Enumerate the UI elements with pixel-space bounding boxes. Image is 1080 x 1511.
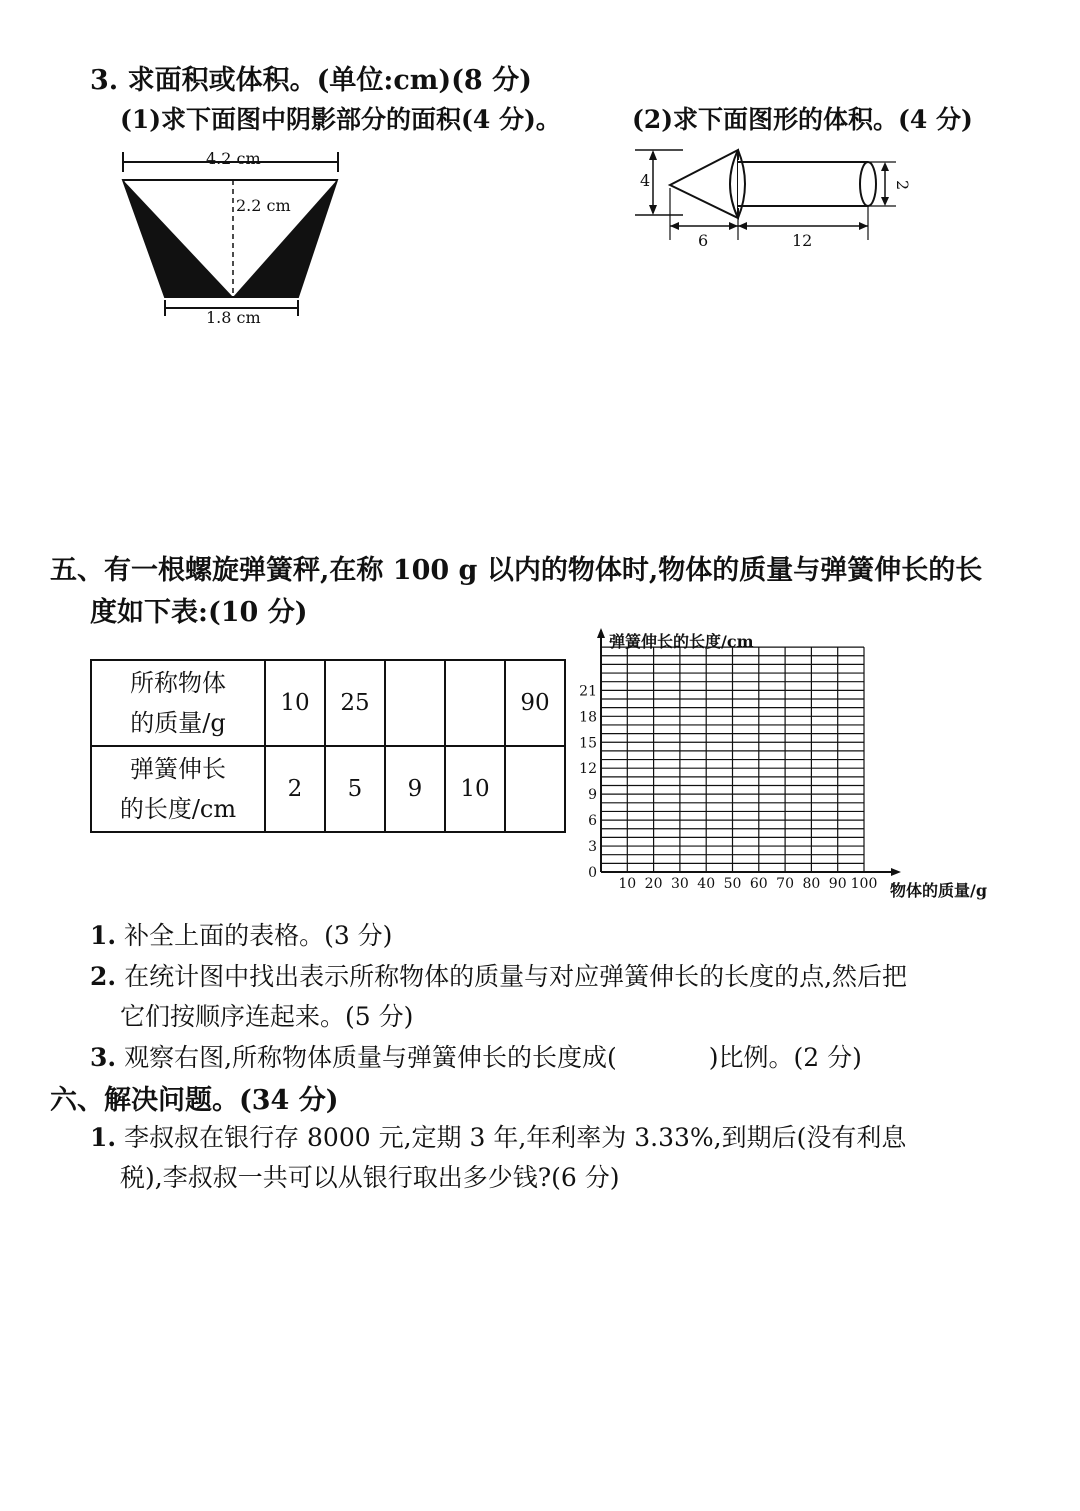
- q5-item2-line2: 它们按顺序连起来。(5 分): [120, 1002, 414, 1031]
- y-tick-labels: [579, 683, 597, 881]
- row2-header-line1: 弹簧伸长: [130, 755, 226, 783]
- row2-header: [91, 746, 265, 832]
- bottom-width-label: 1.8 cm: [206, 308, 261, 327]
- q3-sub1: (1)求下面图中阴影部分的面积(4 分)。: [120, 105, 561, 134]
- q5-item3: [90, 1038, 862, 1074]
- x-tick-label: 80: [802, 876, 821, 892]
- x-tick-label: 20: [644, 876, 663, 892]
- table-row: [91, 746, 565, 832]
- q6-item1-line2: 税),李叔叔一共可以从银行取出多少钱?(6 分): [120, 1163, 620, 1192]
- q3-title: [90, 58, 532, 97]
- table-cell: 9: [385, 746, 445, 832]
- height-4-label: 4: [640, 171, 651, 190]
- table-cell: 90: [505, 660, 565, 746]
- q5-item1: [90, 916, 392, 952]
- x-tick-label: 100: [850, 876, 878, 892]
- trapezoid-figure: [110, 140, 360, 330]
- table-cell-blank[interactable]: [445, 660, 505, 746]
- solid-figure: [628, 140, 918, 255]
- x-tick-label: 40: [697, 876, 716, 892]
- q5-item2-text: 在统计图中找出表示所称物体的质量与对应弹簧伸长的长度的点,然后把: [124, 962, 908, 991]
- q6-item1: [90, 1118, 906, 1154]
- height-label: 2.2 cm: [236, 196, 291, 215]
- x-tick-label: 70: [776, 876, 795, 892]
- y-tick-label: 12: [579, 761, 597, 778]
- x-tick-label: 60: [749, 876, 768, 892]
- cone-shape: [670, 150, 738, 218]
- top-width-label: 4.2 cm: [206, 149, 261, 168]
- y-axis-title: 弹簧伸长的长度/cm: [609, 632, 754, 651]
- row1-header: [91, 660, 265, 746]
- table-cell-blank[interactable]: [385, 660, 445, 746]
- y-tick-label: 9: [588, 787, 597, 804]
- cylinder-length-label: 12: [792, 231, 813, 250]
- q5-item3-num: 3.: [90, 1043, 117, 1072]
- y-tick-label: 3: [588, 839, 597, 856]
- x-tick-label: 50: [723, 876, 742, 892]
- spring-table: [90, 659, 566, 833]
- cone-length-label: 6: [698, 231, 709, 250]
- row1-header-line2: 的质量/g: [130, 709, 226, 737]
- q3-title-text: 求面积或体积。(单位:cm)(8 分): [127, 65, 532, 96]
- y-tick-label: 18: [579, 709, 597, 726]
- row1-header-line1: 所称物体: [130, 669, 226, 697]
- table-row: [91, 660, 565, 746]
- spring-grid-chart: [575, 620, 1050, 910]
- row2-header-line2: 的长度/cm: [119, 795, 237, 823]
- y-tick-label: 15: [579, 735, 597, 752]
- x-tick-labels: [618, 876, 877, 892]
- q5-line1: 五、有一根螺旋弹簧秤,在称 100 g 以内的物体时,物体的质量与弹簧伸长的长: [50, 555, 983, 586]
- q6-title: 六、解决问题。(34 分): [50, 1085, 339, 1116]
- x-tick-label: 90: [828, 876, 847, 892]
- diameter-2-label: 2: [893, 180, 912, 191]
- y-tick-label: 0: [588, 865, 597, 881]
- q3-sub2: (2)求下面图形的体积。(4 分): [632, 105, 973, 134]
- q5-item3-text-a: 观察右图,所称物体质量与弹簧伸长的长度成(: [124, 1043, 617, 1072]
- table-cell: 25: [325, 660, 385, 746]
- y-tick-label: 6: [588, 813, 597, 830]
- q5-item2: [90, 957, 907, 993]
- q6-item1-line1: 李叔叔在银行存 8000 元,定期 3 年,年利率为 3.33%,到期后(没有利息: [124, 1123, 907, 1152]
- x-tick-label: 10: [618, 876, 637, 892]
- y-tick-label: 21: [579, 683, 597, 700]
- q5-item1-num: 1.: [90, 921, 117, 950]
- cylinder-end: [860, 162, 876, 206]
- x-tick-label: 30: [670, 876, 689, 892]
- table-cell-blank[interactable]: [505, 746, 565, 832]
- q5-line2: 度如下表:(10 分): [90, 597, 308, 628]
- q6-item1-num: 1.: [90, 1123, 117, 1152]
- x-axis-arrow: [891, 868, 901, 876]
- q5-item3-text-b: )比例。(2 分): [708, 1043, 862, 1072]
- table-cell: 10: [265, 660, 325, 746]
- table-cell: 2: [265, 746, 325, 832]
- q3-number: 3.: [90, 65, 119, 96]
- table-cell: 5: [325, 746, 385, 832]
- grid-lines: [601, 647, 864, 872]
- table-cell: 10: [445, 746, 505, 832]
- x-axis-title: 物体的质量/g: [890, 881, 988, 900]
- q5-item2-num: 2.: [90, 962, 117, 991]
- y-axis-arrow: [597, 628, 605, 638]
- q5-item1-text: 补全上面的表格。(3 分): [124, 921, 393, 950]
